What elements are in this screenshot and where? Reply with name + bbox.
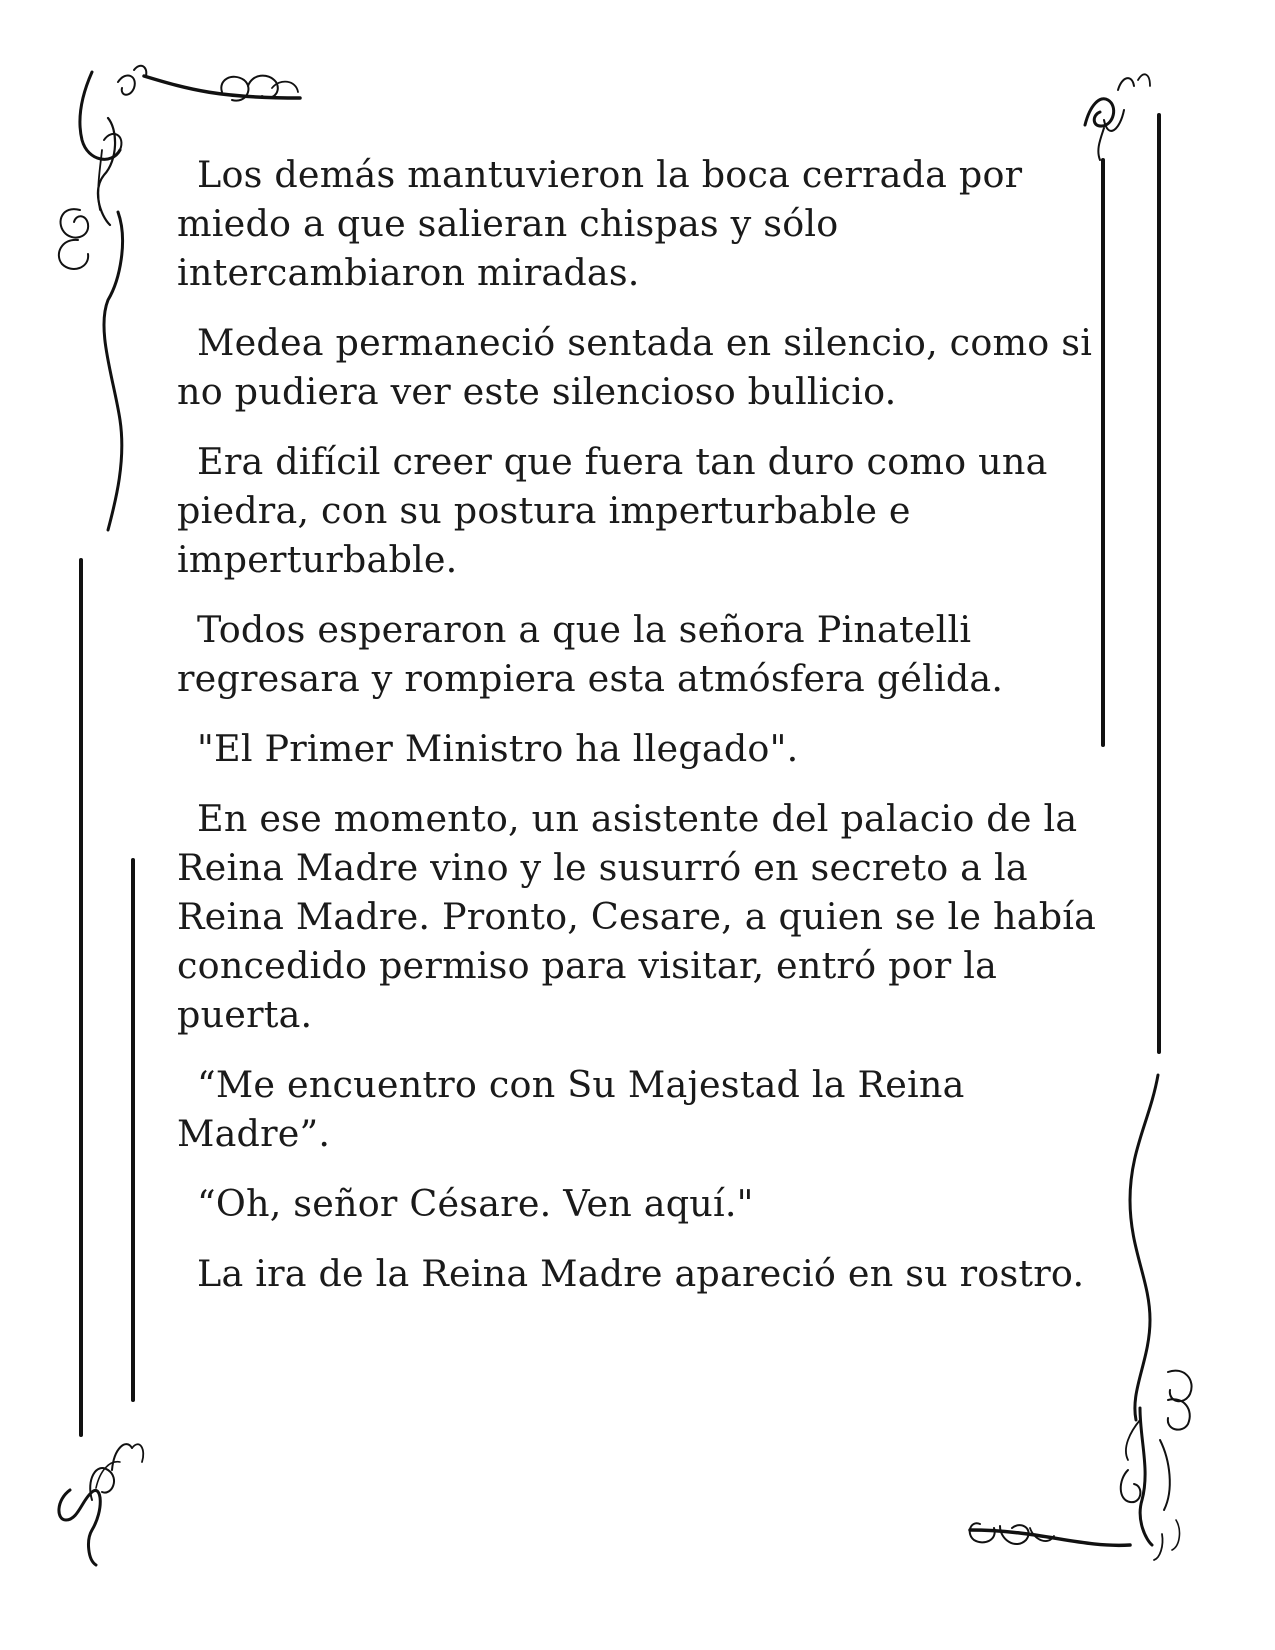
paragraph: “Oh, señor Césare. Ven aquí." (197, 1182, 754, 1225)
top-right-flourish-icon (1085, 74, 1150, 160)
paragraph: Los demás mantuvieron la boca cerrada por miedo a que salieran chispas y sólo intercambiaron miradas. (177, 153, 1023, 294)
paragraph: Medea permaneció sentada en silencio, como si no pudiera ver este silencioso bullicio. (177, 321, 1093, 413)
body-text (177, 150, 1107, 1319)
bottom-left-flourish-icon (59, 1444, 143, 1565)
paragraph: La ira de la Reina Madre apareció en su rostro. (197, 1252, 1085, 1295)
paragraph: “Me encuentro con Su Majestad la Reina Madre”. (177, 1063, 965, 1155)
paragraph: En ese momento, un asistente del palacio de la Reina Madre vino y le susurró en secreto a la Reina Madre. Pronto, Cesare, a quien se le había concedido permiso para visitar, entró por la puerta. (177, 797, 1097, 1036)
paragraph: Era difícil creer que fuera tan duro como una piedra, con su postura imperturbable e imperturbable. (177, 440, 1048, 581)
paragraph: "El Primer Ministro ha llegado". (197, 727, 799, 770)
paragraph: Todos esperaron a que la señora Pinatelli regresara y rompiera esta atmósfera gélida. (177, 608, 1004, 700)
